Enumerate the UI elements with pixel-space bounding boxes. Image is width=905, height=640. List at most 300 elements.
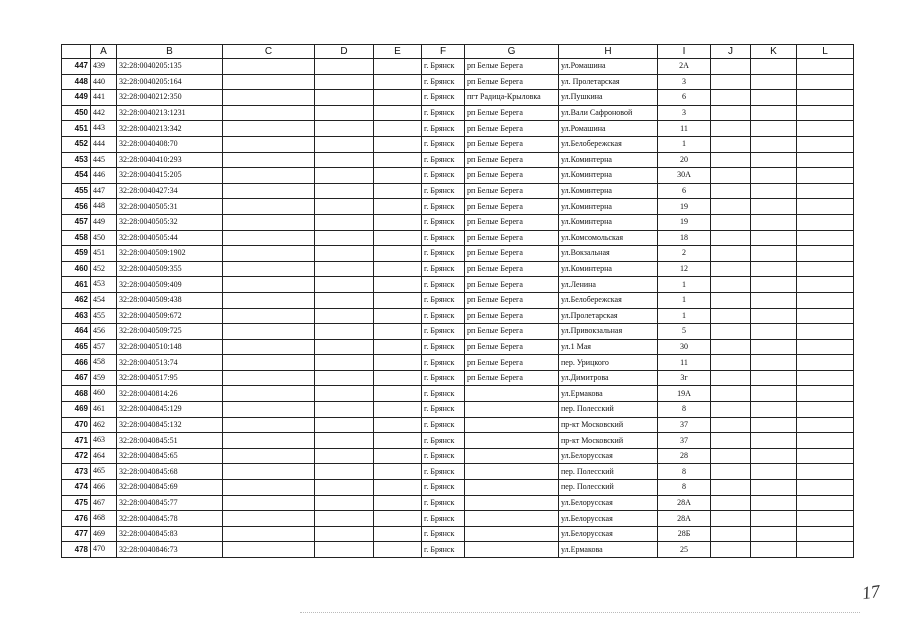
row-number[interactable]: 468 <box>62 386 91 402</box>
cell-b[interactable]: 32:28:0040814:26 <box>117 386 223 402</box>
cell-k[interactable] <box>751 511 797 527</box>
cell-a[interactable]: 450 <box>91 230 117 246</box>
cell-l[interactable] <box>797 386 854 402</box>
cell-k[interactable] <box>751 152 797 168</box>
cell-k[interactable] <box>751 370 797 386</box>
column-header-e[interactable]: E <box>374 45 422 59</box>
cell-a[interactable]: 460 <box>91 386 117 402</box>
cell-i[interactable]: 20 <box>658 152 711 168</box>
cell-i[interactable]: 28Б <box>658 526 711 542</box>
cell-g[interactable] <box>465 464 559 480</box>
cell-j[interactable] <box>711 464 751 480</box>
cell-c[interactable] <box>223 480 315 496</box>
cell-b[interactable]: 32:28:0040509:725 <box>117 324 223 340</box>
cell-a[interactable]: 461 <box>91 402 117 418</box>
cell-d[interactable] <box>315 230 374 246</box>
cell-h[interactable]: пр-кт Московский <box>559 433 658 449</box>
cell-d[interactable] <box>315 261 374 277</box>
cell-a[interactable]: 458 <box>91 355 117 371</box>
cell-h[interactable]: ул.Пролетарская <box>559 308 658 324</box>
cell-h[interactable]: ул.Комсомольская <box>559 230 658 246</box>
column-header-k[interactable]: K <box>751 45 797 59</box>
cell-k[interactable] <box>751 495 797 511</box>
cell-g[interactable]: рп Белые Берега <box>465 246 559 262</box>
cell-a[interactable]: 447 <box>91 183 117 199</box>
cell-h[interactable]: ул. Пролетарская <box>559 74 658 90</box>
cell-h[interactable]: пер. Полесский <box>559 402 658 418</box>
cell-j[interactable] <box>711 277 751 293</box>
cell-l[interactable] <box>797 402 854 418</box>
column-header-c[interactable]: C <box>223 45 315 59</box>
cell-i[interactable]: 3 <box>658 74 711 90</box>
row-number[interactable]: 478 <box>62 542 91 558</box>
row-number[interactable]: 458 <box>62 230 91 246</box>
cell-f[interactable]: г. Брянск <box>422 511 465 527</box>
column-header-a[interactable]: A <box>91 45 117 59</box>
cell-g[interactable] <box>465 417 559 433</box>
cell-l[interactable] <box>797 246 854 262</box>
cell-i[interactable]: 19 <box>658 199 711 215</box>
cell-j[interactable] <box>711 214 751 230</box>
cell-h[interactable]: ул.Белорусская <box>559 511 658 527</box>
cell-b[interactable]: 32:28:0040845:129 <box>117 402 223 418</box>
cell-g[interactable]: рп Белые Берега <box>465 59 559 75</box>
cell-b[interactable]: 32:28:0040845:51 <box>117 433 223 449</box>
cell-d[interactable] <box>315 433 374 449</box>
cell-b[interactable]: 32:28:0040846:73 <box>117 542 223 558</box>
cell-a[interactable]: 445 <box>91 152 117 168</box>
cell-d[interactable] <box>315 105 374 121</box>
cell-a[interactable]: 464 <box>91 448 117 464</box>
cell-e[interactable] <box>374 152 422 168</box>
cell-c[interactable] <box>223 370 315 386</box>
cell-c[interactable] <box>223 199 315 215</box>
cell-j[interactable] <box>711 168 751 184</box>
cell-j[interactable] <box>711 246 751 262</box>
cell-k[interactable] <box>751 136 797 152</box>
cell-j[interactable] <box>711 199 751 215</box>
cell-e[interactable] <box>374 183 422 199</box>
row-number[interactable]: 475 <box>62 495 91 511</box>
cell-d[interactable] <box>315 417 374 433</box>
row-number[interactable]: 457 <box>62 214 91 230</box>
row-number[interactable]: 467 <box>62 370 91 386</box>
cell-e[interactable] <box>374 542 422 558</box>
cell-c[interactable] <box>223 230 315 246</box>
cell-h[interactable]: ул.Белобережская <box>559 292 658 308</box>
cell-g[interactable]: рп Белые Берега <box>465 324 559 340</box>
cell-k[interactable] <box>751 308 797 324</box>
cell-j[interactable] <box>711 480 751 496</box>
cell-l[interactable] <box>797 370 854 386</box>
cell-i[interactable]: 1 <box>658 136 711 152</box>
cell-j[interactable] <box>711 417 751 433</box>
cell-j[interactable] <box>711 74 751 90</box>
cell-b[interactable]: 32:28:0040510:148 <box>117 339 223 355</box>
cell-f[interactable]: г. Брянск <box>422 261 465 277</box>
cell-f[interactable]: г. Брянск <box>422 339 465 355</box>
cell-a[interactable]: 456 <box>91 324 117 340</box>
cell-h[interactable]: ул.Вокзальная <box>559 246 658 262</box>
cell-i[interactable]: 28А <box>658 511 711 527</box>
cell-d[interactable] <box>315 74 374 90</box>
column-header-d[interactable]: D <box>315 45 374 59</box>
cell-g[interactable]: рп Белые Берега <box>465 199 559 215</box>
cell-h[interactable]: ул.Белобережская <box>559 136 658 152</box>
row-number[interactable]: 471 <box>62 433 91 449</box>
cell-j[interactable] <box>711 59 751 75</box>
cell-a[interactable]: 466 <box>91 480 117 496</box>
cell-g[interactable]: рп Белые Берега <box>465 277 559 293</box>
cell-c[interactable] <box>223 214 315 230</box>
cell-j[interactable] <box>711 370 751 386</box>
cell-e[interactable] <box>374 464 422 480</box>
column-header-b[interactable]: B <box>117 45 223 59</box>
cell-l[interactable] <box>797 59 854 75</box>
cell-b[interactable]: 32:28:0040213:342 <box>117 121 223 137</box>
cell-i[interactable]: 6 <box>658 90 711 106</box>
cell-g[interactable] <box>465 480 559 496</box>
cell-d[interactable] <box>315 386 374 402</box>
cell-i[interactable]: 2А <box>658 59 711 75</box>
cell-e[interactable] <box>374 246 422 262</box>
cell-f[interactable]: г. Брянск <box>422 59 465 75</box>
cell-l[interactable] <box>797 168 854 184</box>
cell-i[interactable]: 37 <box>658 433 711 449</box>
column-header-h[interactable]: H <box>559 45 658 59</box>
cell-h[interactable]: ул.Коминтерна <box>559 168 658 184</box>
cell-f[interactable]: г. Брянск <box>422 386 465 402</box>
cell-f[interactable]: г. Брянск <box>422 230 465 246</box>
row-number[interactable]: 448 <box>62 74 91 90</box>
cell-g[interactable]: рп Белые Берега <box>465 121 559 137</box>
cell-l[interactable] <box>797 152 854 168</box>
cell-f[interactable]: г. Брянск <box>422 448 465 464</box>
cell-c[interactable] <box>223 448 315 464</box>
cell-i[interactable]: 3г <box>658 370 711 386</box>
cell-h[interactable]: пер. Полесский <box>559 480 658 496</box>
cell-i[interactable]: 12 <box>658 261 711 277</box>
cell-a[interactable]: 446 <box>91 168 117 184</box>
cell-j[interactable] <box>711 292 751 308</box>
cell-a[interactable]: 449 <box>91 214 117 230</box>
cell-d[interactable] <box>315 339 374 355</box>
row-number[interactable]: 476 <box>62 511 91 527</box>
row-number[interactable]: 460 <box>62 261 91 277</box>
cell-b[interactable]: 32:28:0040517:95 <box>117 370 223 386</box>
cell-a[interactable]: 452 <box>91 261 117 277</box>
cell-k[interactable] <box>751 292 797 308</box>
cell-j[interactable] <box>711 90 751 106</box>
cell-l[interactable] <box>797 511 854 527</box>
cell-c[interactable] <box>223 542 315 558</box>
cell-c[interactable] <box>223 402 315 418</box>
cell-f[interactable]: г. Брянск <box>422 355 465 371</box>
cell-h[interactable]: ул.Коминтерна <box>559 183 658 199</box>
cell-d[interactable] <box>315 542 374 558</box>
row-number[interactable]: 450 <box>62 105 91 121</box>
cell-l[interactable] <box>797 448 854 464</box>
cell-e[interactable] <box>374 526 422 542</box>
cell-k[interactable] <box>751 448 797 464</box>
cell-k[interactable] <box>751 168 797 184</box>
cell-c[interactable] <box>223 386 315 402</box>
row-number[interactable]: 477 <box>62 526 91 542</box>
cell-e[interactable] <box>374 136 422 152</box>
cell-e[interactable] <box>374 199 422 215</box>
row-number[interactable]: 462 <box>62 292 91 308</box>
cell-c[interactable] <box>223 168 315 184</box>
cell-a[interactable]: 453 <box>91 277 117 293</box>
cell-c[interactable] <box>223 464 315 480</box>
cell-i[interactable]: 1 <box>658 292 711 308</box>
cell-j[interactable] <box>711 448 751 464</box>
cell-a[interactable]: 457 <box>91 339 117 355</box>
row-number[interactable]: 454 <box>62 168 91 184</box>
row-number[interactable]: 459 <box>62 246 91 262</box>
cell-j[interactable] <box>711 526 751 542</box>
cell-e[interactable] <box>374 168 422 184</box>
cell-k[interactable] <box>751 121 797 137</box>
cell-l[interactable] <box>797 90 854 106</box>
cell-j[interactable] <box>711 105 751 121</box>
cell-g[interactable] <box>465 386 559 402</box>
cell-b[interactable]: 32:28:0040845:78 <box>117 511 223 527</box>
cell-a[interactable]: 468 <box>91 511 117 527</box>
cell-k[interactable] <box>751 214 797 230</box>
cell-b[interactable]: 32:28:0040509:438 <box>117 292 223 308</box>
cell-l[interactable] <box>797 121 854 137</box>
cell-l[interactable] <box>797 542 854 558</box>
cell-d[interactable] <box>315 183 374 199</box>
cell-b[interactable]: 32:28:0040845:69 <box>117 480 223 496</box>
cell-i[interactable]: 8 <box>658 464 711 480</box>
cell-b[interactable]: 32:28:0040212:350 <box>117 90 223 106</box>
cell-f[interactable]: г. Брянск <box>422 308 465 324</box>
cell-j[interactable] <box>711 183 751 199</box>
cell-a[interactable]: 467 <box>91 495 117 511</box>
cell-h[interactable]: ул.Ермакова <box>559 386 658 402</box>
cell-e[interactable] <box>374 402 422 418</box>
cell-g[interactable]: рп Белые Берега <box>465 105 559 121</box>
cell-b[interactable]: 32:28:0040505:44 <box>117 230 223 246</box>
cell-l[interactable] <box>797 292 854 308</box>
cell-h[interactable]: ул.Белорусская <box>559 526 658 542</box>
cell-a[interactable]: 465 <box>91 464 117 480</box>
cell-h[interactable]: ул.Белорусская <box>559 448 658 464</box>
cell-i[interactable]: 8 <box>658 480 711 496</box>
cell-d[interactable] <box>315 292 374 308</box>
cell-a[interactable]: 470 <box>91 542 117 558</box>
cell-j[interactable] <box>711 261 751 277</box>
cell-g[interactable]: рп Белые Берега <box>465 136 559 152</box>
cell-a[interactable]: 443 <box>91 121 117 137</box>
cell-k[interactable] <box>751 324 797 340</box>
cell-j[interactable] <box>711 402 751 418</box>
cell-j[interactable] <box>711 324 751 340</box>
cell-h[interactable]: ул.Коминтерна <box>559 199 658 215</box>
cell-a[interactable]: 440 <box>91 74 117 90</box>
cell-k[interactable] <box>751 277 797 293</box>
cell-d[interactable] <box>315 526 374 542</box>
cell-f[interactable]: г. Брянск <box>422 183 465 199</box>
cell-h[interactable]: ул.Коминтерна <box>559 214 658 230</box>
cell-k[interactable] <box>751 59 797 75</box>
cell-e[interactable] <box>374 417 422 433</box>
cell-l[interactable] <box>797 417 854 433</box>
cell-g[interactable] <box>465 495 559 511</box>
cell-j[interactable] <box>711 339 751 355</box>
cell-b[interactable]: 32:28:0040205:135 <box>117 59 223 75</box>
row-number[interactable]: 470 <box>62 417 91 433</box>
cell-c[interactable] <box>223 526 315 542</box>
cell-d[interactable] <box>315 308 374 324</box>
cell-d[interactable] <box>315 199 374 215</box>
cell-h[interactable]: ул.Белорусская <box>559 495 658 511</box>
cell-b[interactable]: 32:28:0040427:34 <box>117 183 223 199</box>
cell-l[interactable] <box>797 464 854 480</box>
cell-c[interactable] <box>223 292 315 308</box>
cell-b[interactable]: 32:28:0040505:32 <box>117 214 223 230</box>
row-number[interactable]: 452 <box>62 136 91 152</box>
cell-k[interactable] <box>751 355 797 371</box>
cell-b[interactable]: 32:28:0040845:65 <box>117 448 223 464</box>
cell-d[interactable] <box>315 277 374 293</box>
cell-l[interactable] <box>797 308 854 324</box>
row-number[interactable]: 466 <box>62 355 91 371</box>
cell-g[interactable]: рп Белые Берега <box>465 370 559 386</box>
cell-a[interactable]: 442 <box>91 105 117 121</box>
cell-d[interactable] <box>315 402 374 418</box>
cell-c[interactable] <box>223 183 315 199</box>
cell-a[interactable]: 448 <box>91 199 117 215</box>
cell-a[interactable]: 469 <box>91 526 117 542</box>
cell-g[interactable] <box>465 402 559 418</box>
cell-h[interactable]: пр-кт Московский <box>559 417 658 433</box>
cell-h[interactable]: ул.Ромашина <box>559 121 658 137</box>
cell-l[interactable] <box>797 480 854 496</box>
cell-f[interactable]: г. Брянск <box>422 121 465 137</box>
cell-f[interactable]: г. Брянск <box>422 199 465 215</box>
cell-i[interactable]: 1 <box>658 308 711 324</box>
cell-j[interactable] <box>711 152 751 168</box>
cell-e[interactable] <box>374 308 422 324</box>
cell-a[interactable]: 441 <box>91 90 117 106</box>
row-number[interactable]: 455 <box>62 183 91 199</box>
cell-c[interactable] <box>223 339 315 355</box>
cell-g[interactable] <box>465 448 559 464</box>
cell-g[interactable]: рп Белые Берега <box>465 308 559 324</box>
cell-j[interactable] <box>711 121 751 137</box>
cell-j[interactable] <box>711 542 751 558</box>
cell-b[interactable]: 32:28:0040845:68 <box>117 464 223 480</box>
cell-e[interactable] <box>374 121 422 137</box>
cell-a[interactable]: 455 <box>91 308 117 324</box>
row-number[interactable]: 456 <box>62 199 91 215</box>
row-number[interactable]: 473 <box>62 464 91 480</box>
cell-f[interactable]: г. Брянск <box>422 324 465 340</box>
cell-c[interactable] <box>223 511 315 527</box>
cell-k[interactable] <box>751 199 797 215</box>
cell-f[interactable]: г. Брянск <box>422 246 465 262</box>
cell-l[interactable] <box>797 277 854 293</box>
cell-l[interactable] <box>797 230 854 246</box>
cell-d[interactable] <box>315 152 374 168</box>
cell-f[interactable]: г. Брянск <box>422 152 465 168</box>
cell-b[interactable]: 32:28:0040845:77 <box>117 495 223 511</box>
cell-i[interactable]: 19А <box>658 386 711 402</box>
cell-i[interactable]: 1 <box>658 277 711 293</box>
cell-g[interactable]: пгт Радица-Крыловка <box>465 90 559 106</box>
cell-j[interactable] <box>711 495 751 511</box>
row-number[interactable]: 464 <box>62 324 91 340</box>
cell-f[interactable]: г. Брянск <box>422 495 465 511</box>
cell-j[interactable] <box>711 433 751 449</box>
cell-k[interactable] <box>751 480 797 496</box>
cell-g[interactable]: рп Белые Берега <box>465 214 559 230</box>
cell-l[interactable] <box>797 199 854 215</box>
cell-j[interactable] <box>711 355 751 371</box>
cell-c[interactable] <box>223 277 315 293</box>
cell-f[interactable]: г. Брянск <box>422 542 465 558</box>
row-number[interactable]: 472 <box>62 448 91 464</box>
cell-f[interactable]: г. Брянск <box>422 402 465 418</box>
cell-h[interactable]: ул.Коминтерна <box>559 261 658 277</box>
cell-g[interactable] <box>465 433 559 449</box>
cell-b[interactable]: 32:28:0040509:672 <box>117 308 223 324</box>
cell-k[interactable] <box>751 230 797 246</box>
column-header-j[interactable]: J <box>711 45 751 59</box>
cell-i[interactable]: 28 <box>658 448 711 464</box>
cell-e[interactable] <box>374 448 422 464</box>
cell-c[interactable] <box>223 152 315 168</box>
cell-e[interactable] <box>374 495 422 511</box>
cell-i[interactable]: 28А <box>658 495 711 511</box>
cell-k[interactable] <box>751 464 797 480</box>
cell-c[interactable] <box>223 105 315 121</box>
cell-e[interactable] <box>374 292 422 308</box>
cell-d[interactable] <box>315 480 374 496</box>
cell-c[interactable] <box>223 355 315 371</box>
cell-d[interactable] <box>315 324 374 340</box>
cell-i[interactable]: 3 <box>658 105 711 121</box>
cell-h[interactable]: ул.Коминтерна <box>559 152 658 168</box>
cell-c[interactable] <box>223 433 315 449</box>
cell-e[interactable] <box>374 105 422 121</box>
cell-h[interactable]: ул.Привокзальная <box>559 324 658 340</box>
cell-e[interactable] <box>374 324 422 340</box>
row-number[interactable]: 451 <box>62 121 91 137</box>
cell-i[interactable]: 25 <box>658 542 711 558</box>
cell-e[interactable] <box>374 214 422 230</box>
cell-d[interactable] <box>315 355 374 371</box>
cell-f[interactable]: г. Брянск <box>422 526 465 542</box>
cell-i[interactable]: 6 <box>658 183 711 199</box>
cell-i[interactable]: 11 <box>658 121 711 137</box>
cell-g[interactable]: рп Белые Берега <box>465 74 559 90</box>
cell-f[interactable]: г. Брянск <box>422 292 465 308</box>
cell-k[interactable] <box>751 105 797 121</box>
cell-g[interactable]: рп Белые Берега <box>465 261 559 277</box>
cell-l[interactable] <box>797 324 854 340</box>
cell-g[interactable]: рп Белые Берега <box>465 339 559 355</box>
cell-b[interactable]: 32:28:0040410:293 <box>117 152 223 168</box>
cell-h[interactable]: пер. Урицкого <box>559 355 658 371</box>
cell-a[interactable]: 459 <box>91 370 117 386</box>
row-number[interactable]: 447 <box>62 59 91 75</box>
cell-d[interactable] <box>315 90 374 106</box>
cell-e[interactable] <box>374 59 422 75</box>
